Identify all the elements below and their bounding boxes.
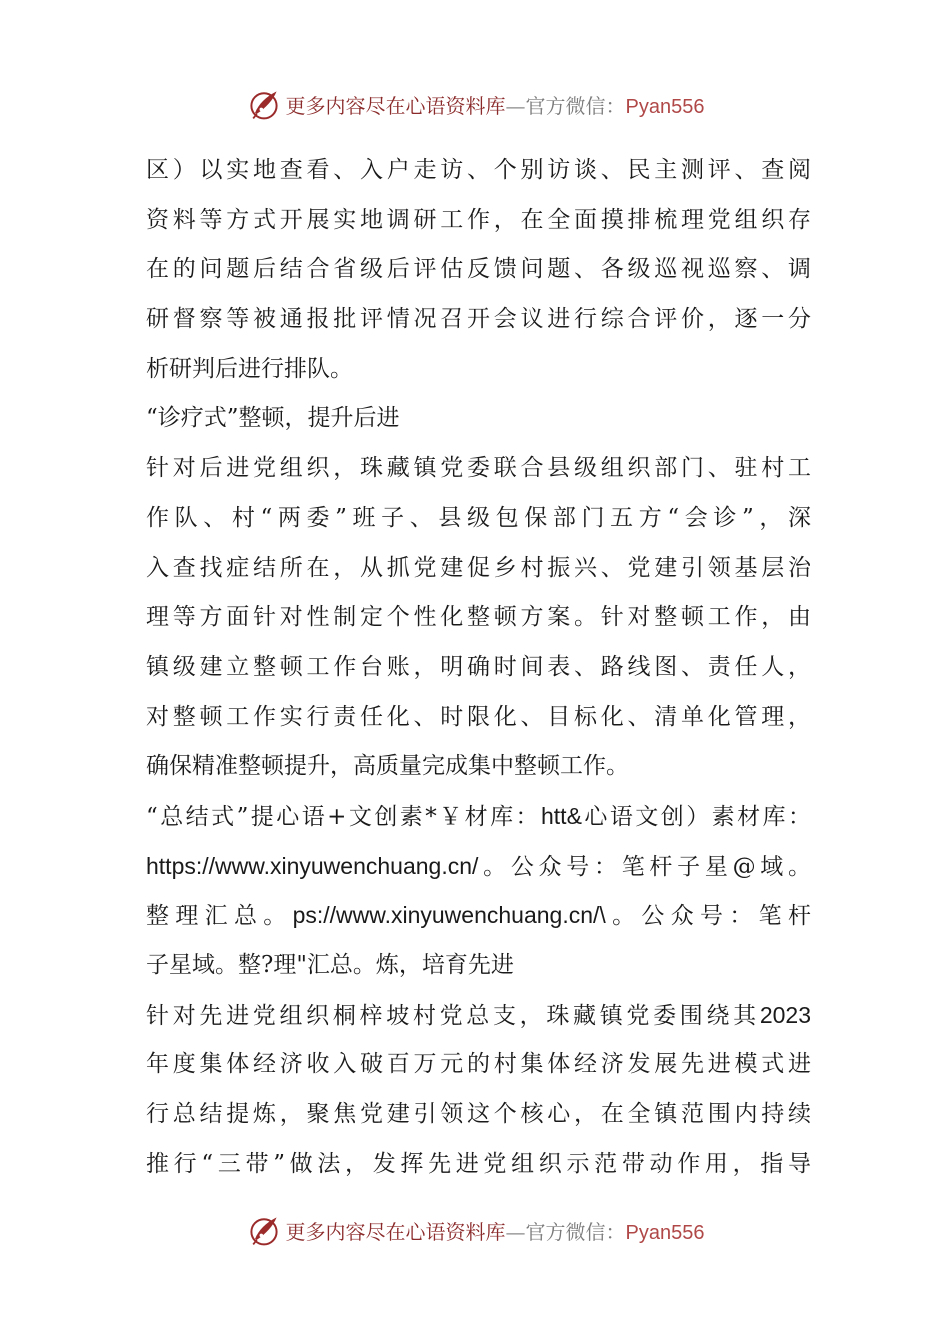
- banner-text: [286, 90, 705, 119]
- text-line: 行总结提炼，聚焦党建引领这个核心，在全镇范围内持续: [146, 1101, 811, 1128]
- banner-wechat-id: Pyan556: [625, 95, 705, 118]
- text-line: 对整顿工作实行责任化、时限化、目标化、清单化管理，: [146, 703, 811, 730]
- document-body: [146, 146, 811, 1189]
- text-line: 在的问题后结合省级后评估反馈问题、各级巡视巡察、调: [146, 256, 811, 283]
- text-line: “总结式”提心语+文创素*￥材库：htt&心语文创）素材库：: [146, 802, 811, 830]
- quill-logo-icon: [246, 86, 282, 122]
- text-line: 区）以实地查看、入户走访、个别访谈、民主测评、查阅: [146, 157, 811, 183]
- text-line: 子星域。整?理"汇总。炼，培育先进: [146, 952, 514, 978]
- banner-official: 官方微信：: [525, 1219, 626, 1244]
- text-line: https://www.xinyuwenchuang.cn/。公众号：笔杆子星@域。: [146, 852, 811, 880]
- banner-main: 更多内容尽在心语资料库: [285, 1219, 506, 1244]
- text-line: 入查找症结所在，从抓党建促乡村振兴、党建引领基层治: [146, 554, 811, 581]
- quill-logo-icon: [246, 1212, 282, 1248]
- text-line: 针对先进党组织桐梓坡村党总支，珠藏镇党委围绕其2023: [146, 1001, 811, 1029]
- banner-wechat-id: Pyan556: [625, 1221, 705, 1244]
- text-line: 确保精准整顿提升，高质量完成集中整顿工作。: [146, 753, 629, 780]
- text-line: “诊疗式”整顿，提升后进: [146, 405, 400, 432]
- banner-dash: —: [505, 1219, 526, 1244]
- text-line: 镇级建立整顿工作台账，明确时间表、路线图、责任人，: [146, 653, 811, 680]
- text-line: 理等方面针对性制定个性化整顿方案。针对整顿工作，由: [146, 604, 811, 631]
- text-line: 资料等方式开展实地调研工作，在全面摸排梳理党组织存: [146, 206, 811, 233]
- text-line: 推行“三带”做法，发挥先进党组织示范带动作用，指导: [146, 1150, 811, 1177]
- banner-text: [286, 1216, 705, 1245]
- banner-official: 官方微信：: [525, 93, 626, 118]
- banner-dash: —: [505, 93, 526, 118]
- banner-main: 更多内容尽在心语资料库: [285, 93, 506, 118]
- text-line: 年度集体经济收入破百万元的村集体经济发展先进模式进: [146, 1051, 811, 1078]
- text-line: 整理汇总。ps://www.xinyuwenchuang.cn/\。公众号：笔杆: [146, 902, 811, 930]
- text-line: 析研判后进行排队。: [146, 355, 353, 382]
- footer-banner: [0, 1210, 950, 1250]
- text-line: 作队、村“两委”班子、县级包保部门五方“会诊”，深: [146, 504, 811, 531]
- text-line: 针对后进党组织，珠藏镇党委联合县级组织部门、驻村工: [146, 455, 811, 482]
- header-banner: [0, 84, 950, 124]
- text-line: 研督察等被通报批评情况召开会议进行综合评价，逐一分: [146, 306, 811, 333]
